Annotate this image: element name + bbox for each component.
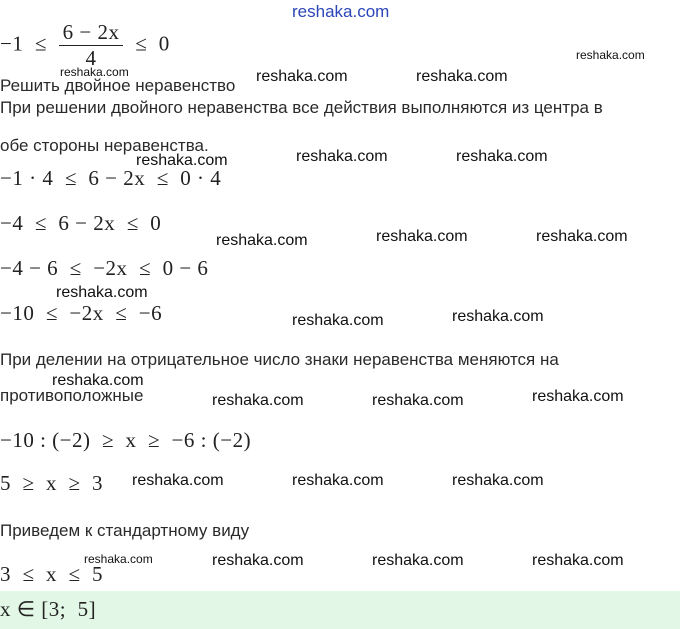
watermark: reshaka.com — [532, 388, 624, 405]
watermark: reshaka.com — [536, 228, 628, 245]
math-line-8: 3 ≤ x ≤ 5 — [0, 562, 104, 586]
text-standard-form: Приведем к стандартному виду — [0, 521, 250, 540]
watermark: reshaka.com — [452, 472, 544, 489]
watermark: reshaka.com — [52, 372, 144, 389]
math-line-5: −10 ≤ −2x ≤ −6 — [0, 301, 163, 325]
text-rule-line-1: При решении двойного неравенства все действия выполняются из центра в — [0, 98, 603, 117]
math-line-2: −1 · 4 ≤ 6 − 2x ≤ 0 · 4 — [0, 166, 222, 190]
watermark: reshaka.com — [416, 68, 508, 85]
text-division-rule-line-2: противоположные — [0, 386, 144, 405]
watermark: reshaka.com — [132, 472, 224, 489]
fraction-numerator: 6 − 2x — [62, 20, 120, 44]
watermark: reshaka.com — [136, 152, 228, 169]
watermark: reshaka.com — [256, 68, 348, 85]
fraction-denominator: 4 — [59, 45, 124, 71]
math-line-6: −10 : (−2) ≥ x ≥ −6 : (−2) — [0, 428, 252, 452]
watermark: reshaka.com — [292, 312, 384, 329]
watermark: reshaka.com — [292, 472, 384, 489]
watermark: reshaka.com — [576, 48, 645, 62]
watermark: reshaka.com — [212, 392, 304, 409]
answer-box — [0, 591, 680, 629]
watermark: reshaka.com — [296, 148, 388, 165]
answer-text: x ∈ [3; 5] — [0, 597, 97, 621]
watermark: reshaka.com — [84, 552, 153, 566]
math-line-1-left: −1 ≤ — [0, 31, 47, 56]
watermark: reshaka.com — [212, 552, 304, 569]
watermark: reshaka.com — [216, 232, 308, 249]
watermark: reshaka.com — [456, 148, 548, 165]
fraction — [59, 20, 124, 71]
watermark-top: reshaka.com — [292, 2, 390, 21]
watermark: reshaka.com — [372, 552, 464, 569]
math-line-3: −4 ≤ 6 − 2x ≤ 0 — [0, 211, 162, 235]
math-line-1-right: ≤ 0 — [135, 31, 170, 56]
text-rule-line-2: обе стороны неравенства. — [0, 136, 209, 155]
watermark: reshaka.com — [56, 284, 148, 301]
math-line-4: −4 − 6 ≤ −2x ≤ 0 − 6 — [0, 256, 209, 280]
math-line-1 — [0, 20, 170, 71]
watermark: reshaka.com — [532, 552, 624, 569]
text-solve-double-inequality: Решить двойное неравенство — [0, 76, 236, 95]
math-line-7: 5 ≥ x ≥ 3 — [0, 471, 104, 495]
watermark: reshaka.com — [452, 308, 544, 325]
watermark: reshaka.com — [60, 65, 129, 79]
watermark: reshaka.com — [372, 392, 464, 409]
text-division-rule-line-1: При делении на отрицательное число знаки неравенства меняются на — [0, 350, 559, 369]
watermark: reshaka.com — [376, 228, 468, 245]
